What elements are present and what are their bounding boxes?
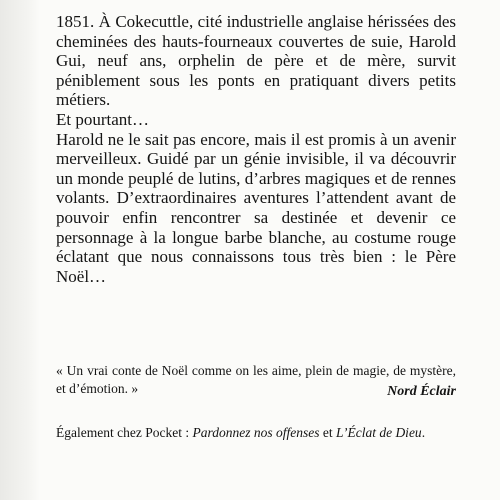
also-title-2: L’Éclat de Dieu xyxy=(335,425,422,440)
also-prefix: Également chez Pocket : xyxy=(56,425,193,440)
also-suffix: . xyxy=(421,425,426,440)
also-conjunction: et xyxy=(319,425,336,440)
synopsis-paragraph-2: Et pourtant… xyxy=(56,109,150,129)
press-quote-source: Nord Éclair xyxy=(387,384,456,399)
page-edge-shadow xyxy=(0,0,40,500)
also-available-line xyxy=(56,424,456,442)
press-quote-text: « Un vrai conte de Noël comme on les aime, plein de magie, de mystère, et d’émotion. » xyxy=(56,363,456,396)
synopsis xyxy=(56,12,456,286)
synopsis-paragraph-3: Harold ne le sait pas encore, mais il est promis à un avenir merveilleux. Guidé par un génie invisible, il va découvrir un monde peuplé de lutins, d’arbres magiques et de rennes volants. D’extraordinaires aventures l’attendent avant de pouvoir enfin rencontrer sa destinée et devenir ce personnage à la longue barbe blanche, au costume rouge éclatant que nous connaissons tous très bien : le Père Noël… xyxy=(56,129,456,286)
also-title-1: Pardonnez nos offenses xyxy=(192,425,320,440)
synopsis-paragraph-1: 1851. À Cokecuttle, cité industrielle anglaise hérissées des cheminées des hauts-fourneaux couvertes de suie, Harold Gui, neuf ans, orphelin de père et de mère, survit péniblement sous les ponts en pratiquant divers petits métiers. xyxy=(56,12,456,110)
also-available xyxy=(56,424,456,442)
